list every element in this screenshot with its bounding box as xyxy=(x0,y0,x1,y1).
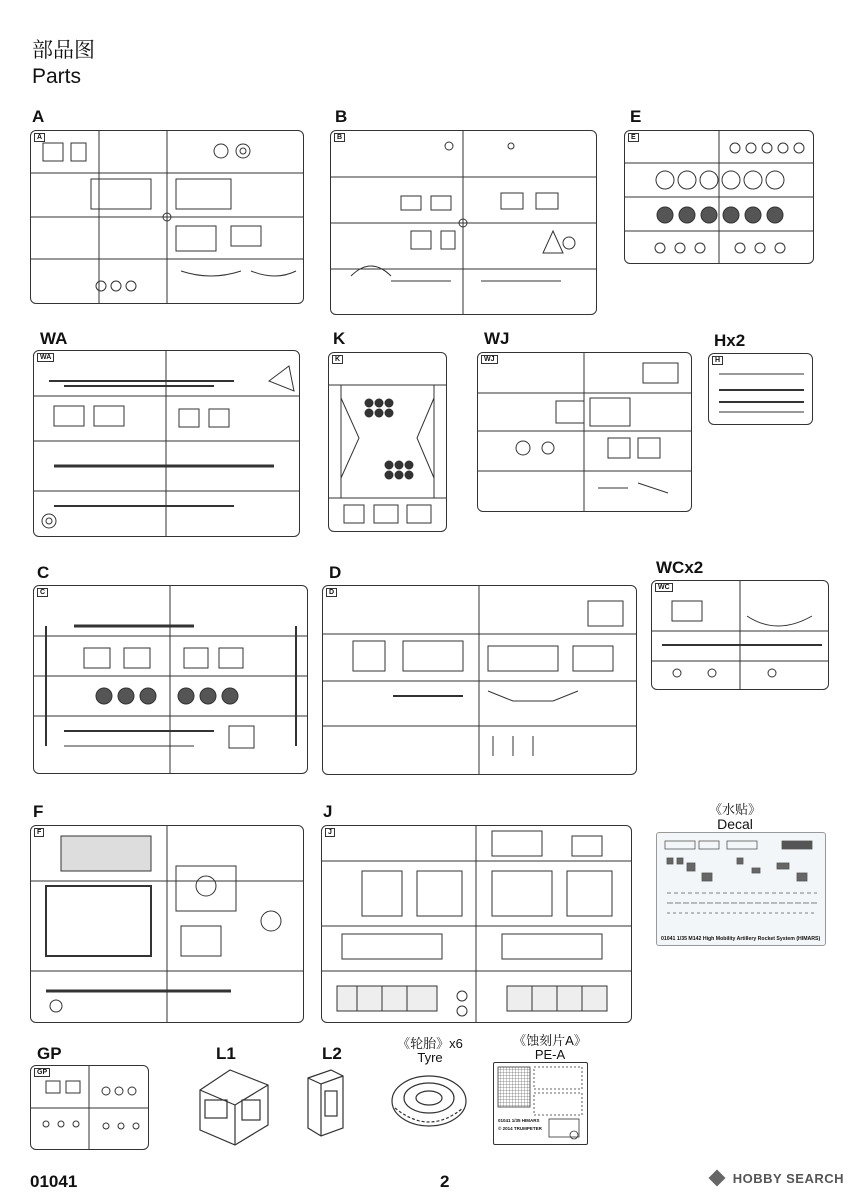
sprue-label-wa: WA xyxy=(40,329,68,348)
sprue-tag-wa: WA xyxy=(37,353,54,362)
sprue-gp xyxy=(30,1065,149,1150)
sprue-label-gp: GP xyxy=(37,1044,62,1063)
sprue-label-b: B xyxy=(335,107,348,126)
sprue-c xyxy=(33,585,308,774)
sprue-wa-parts xyxy=(34,351,299,536)
sprue-tag-h: H xyxy=(712,356,723,365)
sprue-label-l2: L2 xyxy=(322,1044,342,1063)
sprue-b-parts xyxy=(331,131,596,314)
sprue-label-j: J xyxy=(323,802,333,821)
sprue-a-parts xyxy=(31,131,303,303)
sprue-label-wc: WCx2 xyxy=(656,558,704,577)
sprue-label-e: E xyxy=(630,107,642,126)
sprue-tag-gp: GP xyxy=(34,1068,50,1077)
part-l2-box xyxy=(303,1066,348,1138)
sprue-tag-f: F xyxy=(34,828,44,837)
tyre-label-english: Tyre xyxy=(417,1050,443,1065)
sprue-k-parts xyxy=(329,353,446,531)
footer-page-number: 2 xyxy=(440,1172,450,1191)
pe-fret-brand: © 2014 TRUMPETER xyxy=(498,1126,542,1131)
sprue-wc xyxy=(651,580,829,690)
tyre-drawing xyxy=(387,1066,472,1136)
decal-label-chinese: 《水贴》 xyxy=(708,802,761,817)
sprue-h xyxy=(708,353,813,425)
sprue-a xyxy=(30,130,304,304)
decal-caption xyxy=(655,803,815,831)
sprue-tag-a: A xyxy=(34,133,45,142)
sprue-f-parts xyxy=(31,826,303,1022)
sprue-label-wj: WJ xyxy=(484,329,510,348)
sprue-e xyxy=(624,130,814,264)
sprue-d-parts xyxy=(323,586,636,774)
sprue-wc-parts xyxy=(652,581,828,689)
title-chinese: 部品图 xyxy=(32,39,95,62)
sprue-j xyxy=(321,825,632,1023)
footer-product-code: 01041 xyxy=(30,1172,78,1191)
watermark xyxy=(711,1171,844,1186)
decal-sheet-markings xyxy=(657,833,825,945)
sprue-label-a: A xyxy=(32,107,45,126)
tyre-label-chinese: 《轮胎》x6 xyxy=(397,1036,463,1051)
sprue-tag-d: D xyxy=(326,588,337,597)
tyre-caption xyxy=(395,1037,465,1065)
sprue-label-c: C xyxy=(37,563,50,582)
sprue-f xyxy=(30,825,304,1023)
sprue-wa xyxy=(33,350,300,537)
decal-sheet xyxy=(656,832,826,946)
sprue-label-l1: L1 xyxy=(216,1044,236,1063)
pe-caption xyxy=(500,1034,600,1062)
sprue-tag-k: K xyxy=(332,355,343,364)
sprue-j-parts xyxy=(322,826,631,1022)
title-english: Parts xyxy=(32,65,82,88)
sprue-h-parts xyxy=(709,354,812,424)
pe-fret-parts xyxy=(494,1063,587,1144)
sprue-label-f: F xyxy=(33,802,44,821)
decal-sheet-caption: 01041 1/35 M142 High Mobility Artillery Rocket System (HIMARS) xyxy=(661,936,821,942)
pe-label-chinese: 《蚀刻片A》 xyxy=(513,1033,587,1048)
sprue-tag-j: J xyxy=(325,828,335,837)
sprue-c-parts xyxy=(34,586,307,773)
sprue-e-parts xyxy=(625,131,813,263)
sprue-label-d: D xyxy=(329,563,342,582)
sprue-gp-parts xyxy=(31,1066,148,1149)
sprue-tag-wj: WJ xyxy=(481,355,498,364)
part-l1-cab xyxy=(190,1065,275,1150)
decal-label-english: Decal xyxy=(717,816,753,832)
sprue-tag-b: B xyxy=(334,133,345,142)
page-header xyxy=(32,38,95,90)
watermark-text: HOBBY SEARCH xyxy=(732,1171,844,1186)
pe-fret-print: 01041 1/35 HIMARS xyxy=(498,1118,540,1123)
sprue-wj-parts xyxy=(478,353,691,511)
sprue-tag-wc: WC xyxy=(655,583,673,592)
sprue-label-k: K xyxy=(333,329,346,348)
sprue-d xyxy=(322,585,637,775)
sprue-k xyxy=(328,352,447,532)
sprue-b xyxy=(330,130,597,315)
sprue-wj xyxy=(477,352,692,512)
sprue-tag-c: C xyxy=(37,588,48,597)
pe-fret xyxy=(493,1062,588,1145)
watermark-logo-icon xyxy=(708,1170,725,1187)
sprue-label-h: Hx2 xyxy=(714,331,746,350)
sprue-tag-e: E xyxy=(628,133,639,142)
pe-label-english: PE-A xyxy=(534,1047,566,1062)
